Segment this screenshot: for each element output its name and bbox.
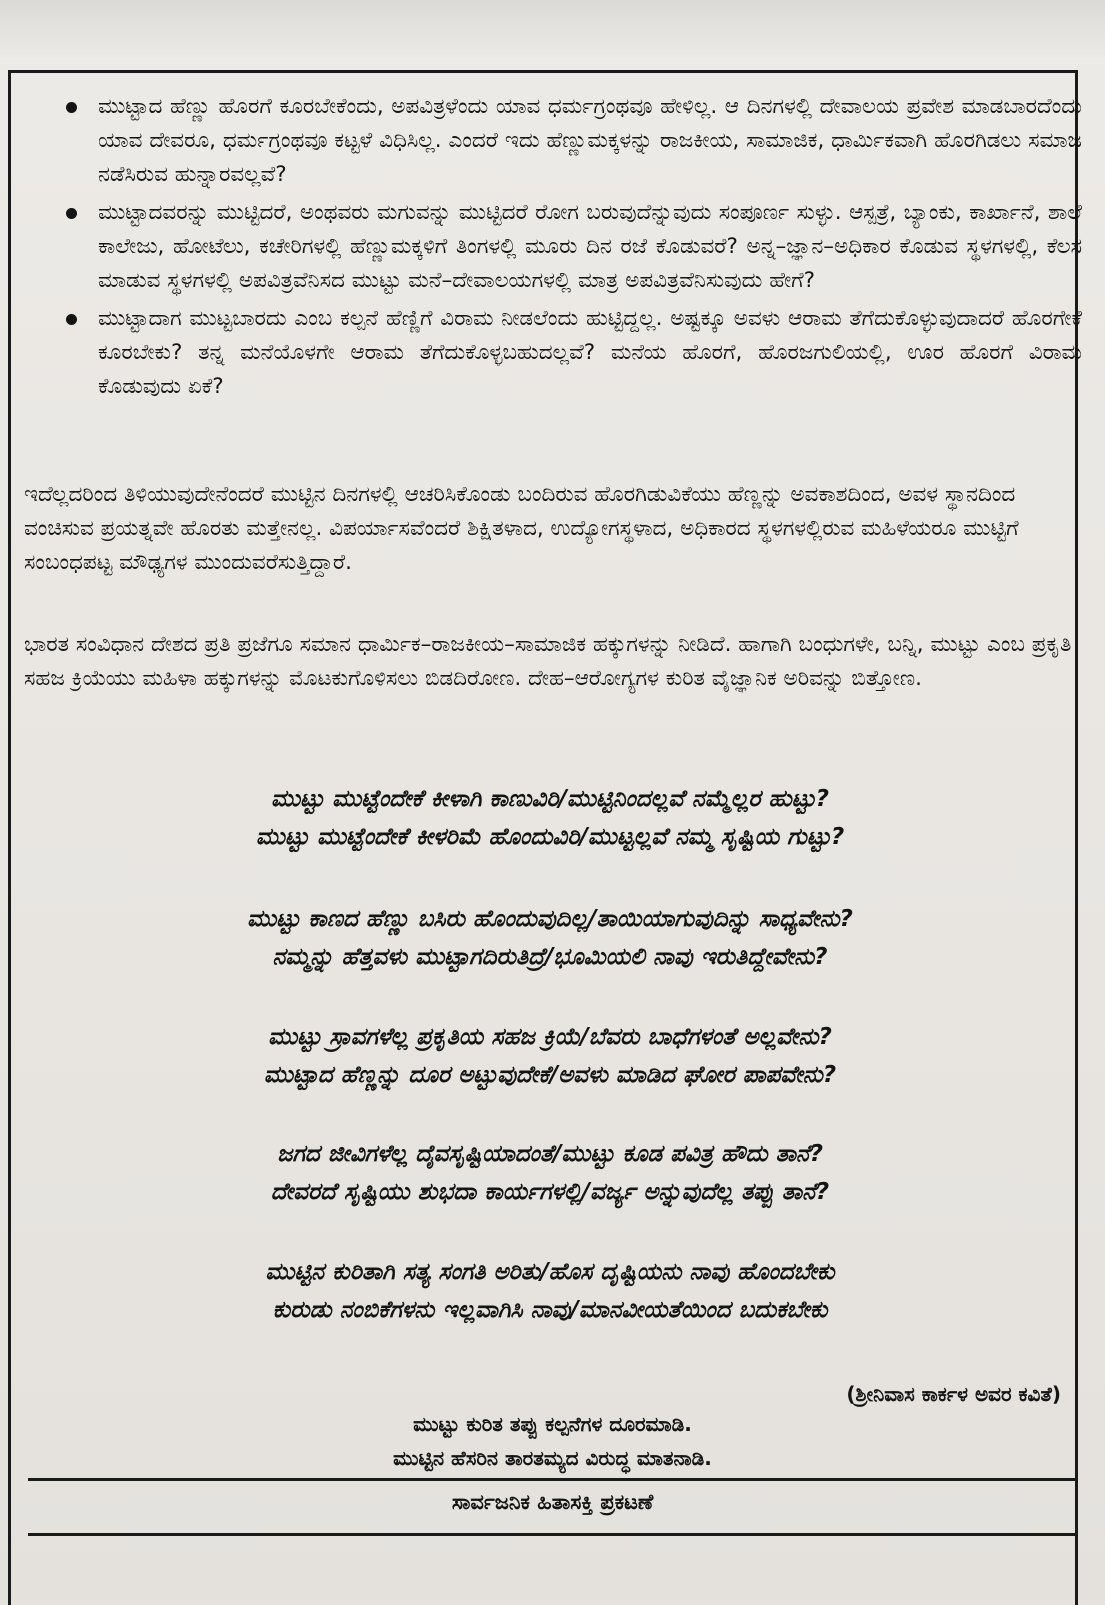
poem-stanza — [100, 1135, 1000, 1211]
bullet-item — [62, 90, 1082, 192]
footer-divider — [28, 1533, 1078, 1536]
poem-line: ದೇವರದೆ ಸೃಷ್ಟಿಯು ಶುಭದಾ ಕಾರ್ಯಗಳಲ್ಲಿ/ವರ್ಜ್ಯ ಅನ್ನುವುದೆಲ್ಲ ತಪ್ಪು ತಾನೆ? — [270, 1179, 830, 1205]
bullet-dot-icon — [66, 314, 77, 325]
poem-stanza — [100, 900, 1000, 976]
bullet-dot-icon — [66, 102, 77, 113]
body-paragraph: ಇದೆಲ್ಲದರಿಂದ ತಿಳಿಯುವುದೇನೆಂದರೆ ಮುಟ್ಟಿನ ದಿನಗಳಲ್ಲಿ ಆಚರಿಸಿಕೊಂಡು ಬಂದಿರುವ ಹೊರಗಿಡುವಿಕೆಯು ಹೆಣ್ಣನ್ನು ಅವಕಾಶದಿಂದ, ಅವಳ ಸ್ಥಾನದಿಂದ ವಂಚಿಸುವ ಪ್ರಯತ್ನವೇ ಹೊರತು ಮತ್ತೇನಲ್ಲ. ವಿಪರ್ಯಾಸವೆಂದರೆ ಶಿಕ್ಷಿತಳಾದ, ಉದ್ಯೋಗಸ್ಥಳಾದ, ಅಧಿಕಾರದ ಸ್ಥಳಗಳಲ್ಲಿರುವ ಮಹಿಳೆಯರೂ ಮುಟ್ಟಿಗೆ ಸಂಬಂಧಪಟ್ಟ ಮೌಢ್ಯಗಳ ಮುಂದುವರೆಸುತ್ತಿದ್ದಾರೆ. — [24, 482, 1019, 575]
bullet-item — [62, 302, 1082, 404]
poem-line: ಮುಟ್ಟು ಮುಟ್ಟೆಂದೇಕೆ ಕೀಳರಿಮೆ ಹೊಂದುವಿರಿ/ಮುಟ್ಟಲ್ಲವೆ ನಮ್ಮ ಸೃಷ್ಟಿಯ ಗುಟ್ಟು? — [255, 824, 845, 850]
poem-line: ಮುಟ್ಟು ಮುಟ್ಟೆಂದೇಕೆ ಕೀಳಾಗಿ ಕಾಣುವಿರಿ/ಮುಟ್ಟಿನಿಂದಲ್ಲವೆ ನಮ್ಮೆಲ್ಲರ ಹುಟ್ಟು? — [270, 786, 830, 812]
bullet-text: ಮುಟ್ಟಾದ ಹೆಣ್ಣು ಹೊರಗೆ ಕೂರಬೇಕೆಂದು, ಅಪವಿತ್ರಳೆಂದು ಯಾವ ಧರ್ಮಗ್ರಂಥವೂ ಹೇಳಿಲ್ಲ. ಆ ದಿನಗಳಲ್ಲಿ ದೇವಾಲಯ ಪ್ರವೇಶ ಮಾಡಬಾರದೆಂದು ಯಾವ ದೇವರೂ, ಧರ್ಮಗ್ರಂಥವೂ ಕಟ್ಟಳೆ ವಿಧಿಸಿಲ್ಲ. ಎಂದರೆ ಇದು ಹೆಣ್ಣುಮಕ್ಕಳನ್ನು ರಾಜಕೀಯ, ಸಾಮಾಜಿಕ, ಧಾರ್ಮಿಕವಾಗಿ ಹೊರಗಿಡಲು ಸಮಾಜ ನಡೆಸಿರುವ ಹುನ್ನಾರವಲ್ಲವೆ? — [98, 94, 1082, 187]
poem-credit: (ಶ್ರೀನಿವಾಸ ಕಾರ್ಕಳ ಅವರ ಕವಿತೆ) — [846, 1382, 1061, 1406]
footer-slogan-1: ಮುಟ್ಟು ಕುರಿತ ತಪ್ಪು ಕಲ್ಪನೆಗಳ ದೂರಮಾಡಿ. — [413, 1412, 692, 1436]
footer-divider — [28, 1478, 1078, 1481]
poem-line: ಕುರುಡು ನಂಬಿಕೆಗಳನು ಇಲ್ಲವಾಗಿಸಿ ನಾವು/ಮಾನವೀಯತೆಯಿಂದ ಬದುಕಬೇಕು — [272, 1297, 828, 1323]
bullet-dot-icon — [66, 208, 77, 219]
poem-line: ಮುಟ್ಟು ಸ್ರಾವಗಳೆಲ್ಲ ಪ್ರಕೃತಿಯ ಸಹಜ ಕ್ರಿಯೆ/ಬೆವರು ಬಾಧೆಗಳಂತೆ ಅಲ್ಲವೇನು? — [268, 1024, 832, 1050]
poem-line: ಮುಟ್ಟು ಕಾಣದ ಹೆಣ್ಣು ಬಸಿರು ಹೊಂದುವುದಿಲ್ಲ/ತಾಯಿಯಾಗುವುದಿನ್ನು ಸಾಧ್ಯವೇನು? — [247, 906, 853, 932]
poem-line: ನಮ್ಮನ್ನು ಹೆತ್ತವಳು ಮುಟ್ಟಾಗದಿರುತಿದ್ರೆ/ಭೂಮಿಯಲಿ ನಾವು ಇರುತಿದ್ದೇವೇನು? — [272, 944, 828, 970]
poem-line: ಜಗದ ಜೀವಿಗಳೆಲ್ಲ ದೈವಸೃಷ್ಟಿಯಾದಂತೆ/ಮುಟ್ಟು ಕೂಡ ಪವಿತ್ರ ಹೌದು ತಾನೆ? — [276, 1141, 823, 1167]
bullet-text: ಮುಟ್ಟಾದಾಗ ಮುಟ್ಟಬಾರದು ಎಂಬ ಕಲ್ಪನೆ ಹೆಣ್ಣಿಗೆ ವಿರಾಮ ನೀಡಲೆಂದು ಹುಟ್ಟಿದ್ದಲ್ಲ. ಅಷ್ಟಕ್ಕೂ ಅವಳು ಆರಾಮ ತೆಗೆದುಕೊಳ್ಳುವುದಾದರೆ ಹೊರಗೇಕೆ ಕೂರಬೇಕು? ತನ್ನ ಮನೆಯೊಳಗೇ ಆರಾಮ ತೆಗೆದುಕೊಳ್ಳಬಹುದಲ್ಲವೆ? ಮನೆಯ ಹೊರಗೆ, ಹೊರಜಗುಲಿಯಲ್ಲಿ, ಊರ ಹೊರಗೆ ವಿರಾಮ ಕೊಡುವುದು ಏಕೆ? — [98, 306, 1082, 399]
poem-stanza — [100, 780, 1000, 856]
poem-stanza — [100, 1253, 1000, 1329]
footer-slogan-2: ಮುಟ್ಟಿನ ಹೆಸರಿನ ತಾರತಮ್ಯದ ವಿರುದ್ಧ ಮಾತನಾಡಿ. — [393, 1446, 712, 1470]
poem-stanza — [100, 1018, 1000, 1094]
body-paragraph: ಭಾರತ ಸಂವಿಧಾನ ದೇಶದ ಪ್ರತಿ ಪ್ರಜೆಗೂ ಸಮಾನ ಧಾರ್ಮಿಕ–ರಾಜಕೀಯ–ಸಾಮಾಜಿಕ ಹಕ್ಕುಗಳನ್ನು ನೀಡಿದೆ. ಹಾಗಾಗಿ ಬಂಧುಗಳೇ, ಬನ್ನಿ, ಮುಟ್ಟು ಎಂಬ ಪ್ರಕೃತಿ ಸಹಜ ಕ್ರಿಯೆಯು ಮಹಿಳಾ ಹಕ್ಕುಗಳನ್ನು ಮೊಟಕುಗೊಳಿಸಲು ಬಿಡದಿರೋಣ. ದೇಹ–ಆರೋಗ್ಯಗಳ ಕುರಿತ ವೈಜ್ಞಾನಿಕ ಅರಿವನ್ನು ಬಿತ್ತೋಣ. — [24, 632, 1072, 691]
bullet-list — [62, 90, 1082, 408]
poem-line: ಮುಟ್ಟಾದ ಹೆಣ್ಣನ್ನು ದೂರ ಅಟ್ಟುವುದೇಕೆ/ಅವಳು ಮಾಡಿದ ಘೋರ ಪಾಪವೇನು? — [263, 1062, 837, 1088]
public-interest-banner: ಸಾರ್ವಜನಿಕ ಹಿತಾಸಕ್ತಿ ಪ್ರಕಟಣೆ — [451, 1490, 654, 1514]
poem-line: ಮುಟ್ಟಿನ ಕುರಿತಾಗಿ ಸತ್ಯ ಸಂಗತಿ ಅರಿತು/ಹೊಸ ದೃಷ್ಟಿಯನು ನಾವು ಹೊಂದಬೇಕು — [265, 1259, 835, 1285]
bullet-item — [62, 196, 1082, 298]
bullet-text: ಮುಟ್ಟಾದವರನ್ನು ಮುಟ್ಟಿದರೆ, ಅಂಥವರು ಮಗುವನ್ನು ಮುಟ್ಟಿದರೆ ರೋಗ ಬರುವುದೆನ್ನುವುದು ಸಂಪೂರ್ಣ ಸುಳ್ಳು. ಆಸ್ಪತ್ರೆ, ಬ್ಯಾಂಕು, ಕಾರ್ಖಾನೆ, ಶಾಲೆ ಕಾಲೇಜು, ಹೋಟೆಲು, ಕಚೇರಿಗಳಲ್ಲಿ ಹೆಣ್ಣುಮಕ್ಕಳಿಗೆ ತಿಂಗಳಲ್ಲಿ ಮೂರು ದಿನ ರಜೆ ಕೊಡುವರೆ? ಅನ್ನ–ಜ್ಞಾನ–ಅಧಿಕಾರ ಕೊಡುವ ಸ್ಥಳಗಳಲ್ಲಿ, ಕೆಲಸ ಮಾಡುವ ಸ್ಥಳಗಳಲ್ಲಿ ಅಪವಿತ್ರವೆನಿಸದ ಮುಟ್ಟು ಮನೆ–ದೇವಾಲಯಗಳಲ್ಲಿ ಮಾತ್ರ ಅಪವಿತ್ರವೆನಿಸುವುದು ಹೇಗೆ? — [98, 200, 1082, 293]
